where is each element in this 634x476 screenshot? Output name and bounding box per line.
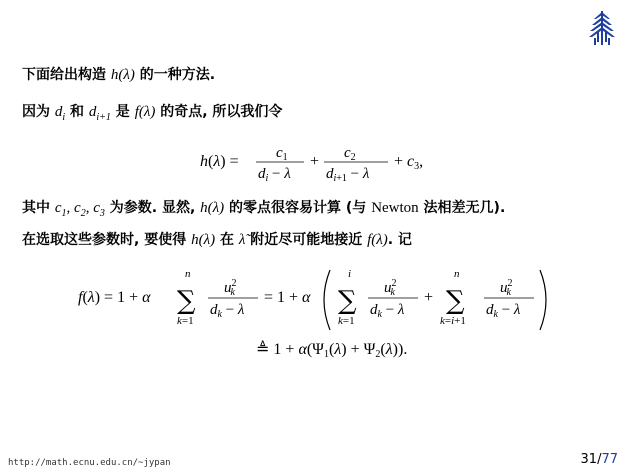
paragraph-approximation	[22, 231, 412, 249]
math-lambda-tilde: λ̃	[238, 232, 246, 248]
text: 在选取这些参数时, 要使得	[22, 232, 192, 248]
subscript: i	[62, 112, 66, 123]
math-f: f(λ)	[367, 232, 388, 248]
newton-word: Newton	[371, 200, 419, 216]
math-c3	[93, 200, 105, 219]
math-h: h(λ)	[191, 232, 216, 248]
page-current: 31	[580, 452, 598, 467]
text: 法相差无几).	[418, 200, 506, 216]
text: . 记	[387, 232, 412, 248]
footer-url-link[interactable]: http://math.ecnu.edu.cn/~jypan	[8, 458, 171, 468]
sum2-lower: k=1	[338, 315, 355, 327]
subscript: 1	[61, 208, 67, 219]
paragraph-singular-points	[22, 103, 282, 127]
eq2-frac1-den: $d_k - \lambda$	[210, 302, 245, 320]
math-d-i-plus-1	[88, 104, 111, 123]
text: 是	[110, 104, 135, 120]
eq1-frac1-den: $d_i - \lambda$	[258, 166, 291, 184]
eq1-frac2-den: $d_i+1 - \lambda$	[326, 166, 370, 184]
math-symbol: c	[93, 200, 100, 216]
math-symbol: c	[54, 200, 62, 216]
paragraph-parameters	[22, 199, 505, 223]
text: 其中	[22, 200, 55, 216]
eq1-plus: +	[310, 153, 320, 170]
intro-text-1: 下面给出构造	[22, 67, 111, 83]
eq1-lhs: h(λ) =	[200, 153, 239, 170]
math-symbol: c	[74, 200, 81, 216]
text: 附近尽可能地接近	[245, 232, 368, 248]
intro-text-2: 的一种方法.	[134, 67, 216, 83]
eq2-frac1-num: $u^2$ k	[224, 278, 237, 298]
math-symbol: d	[88, 104, 97, 120]
text: 的零点很容易计算 (与	[224, 200, 372, 216]
eq2-frac2-num: $u^2$ k	[384, 278, 397, 298]
sum1-sigma: ∑	[177, 286, 196, 316]
eq2-plus: +	[424, 289, 434, 306]
equation-h-svg	[200, 140, 440, 186]
math-h: h(λ)	[200, 200, 225, 216]
eq1-frac1-num: $c_1$	[276, 145, 288, 163]
eq2-frac2-den: $d_k - \lambda$	[370, 302, 405, 320]
sum3-upper: n	[454, 268, 460, 280]
math-f: f(λ)	[134, 104, 156, 120]
eq1-frac2-num: $c_2$	[344, 145, 356, 163]
subscript: 2	[80, 208, 86, 219]
sum3-lower: k=i+1	[440, 315, 466, 327]
equation-f-svg	[78, 262, 568, 372]
math-c2	[74, 200, 86, 219]
sum1-upper: n	[185, 268, 191, 280]
sum2-sigma: ∑	[338, 286, 357, 316]
page-number	[581, 452, 618, 467]
text: 因为	[22, 104, 55, 120]
equation-f-decomposition	[78, 262, 568, 372]
comma: ,	[85, 200, 94, 216]
eq2-frac3-den: $d_k - \lambda$	[486, 302, 521, 320]
subscript: 3	[99, 208, 105, 219]
page-total-link[interactable]: 77	[601, 452, 618, 467]
big-left-paren	[324, 270, 330, 330]
eq2-frac3-num: $u^2$ k	[500, 278, 513, 298]
comma: ,	[66, 200, 75, 216]
eq2-mid: = 1 + α	[264, 289, 311, 306]
eq2-line2: ≜ 1 + α(Ψ1(λ) + Ψ2(λ)).	[256, 341, 408, 360]
equation-h-definition	[200, 140, 440, 186]
subscript: i+1	[96, 112, 111, 123]
sum1-lower: k=1	[177, 315, 194, 327]
text: 和	[65, 104, 89, 120]
page-separator: /	[597, 452, 602, 467]
big-right-paren	[540, 270, 546, 330]
math-symbol: d	[54, 104, 63, 120]
text: 的奇点, 所以我们令	[155, 104, 283, 120]
sum2-upper: i	[348, 268, 352, 280]
math-d-i	[54, 104, 66, 123]
text: 为参数. 显然,	[104, 200, 201, 216]
math-c1	[54, 200, 67, 219]
ecnu-pine-tree-logo-icon	[588, 10, 616, 46]
sum3-sigma: ∑	[446, 286, 465, 316]
text: 在	[215, 232, 239, 248]
eq2-lhs: f(λ) = 1 + α	[78, 289, 151, 306]
eq1-tail: + c3,	[394, 153, 424, 172]
intro-math-h: h(λ)	[110, 67, 135, 83]
paragraph-intro	[22, 66, 215, 84]
